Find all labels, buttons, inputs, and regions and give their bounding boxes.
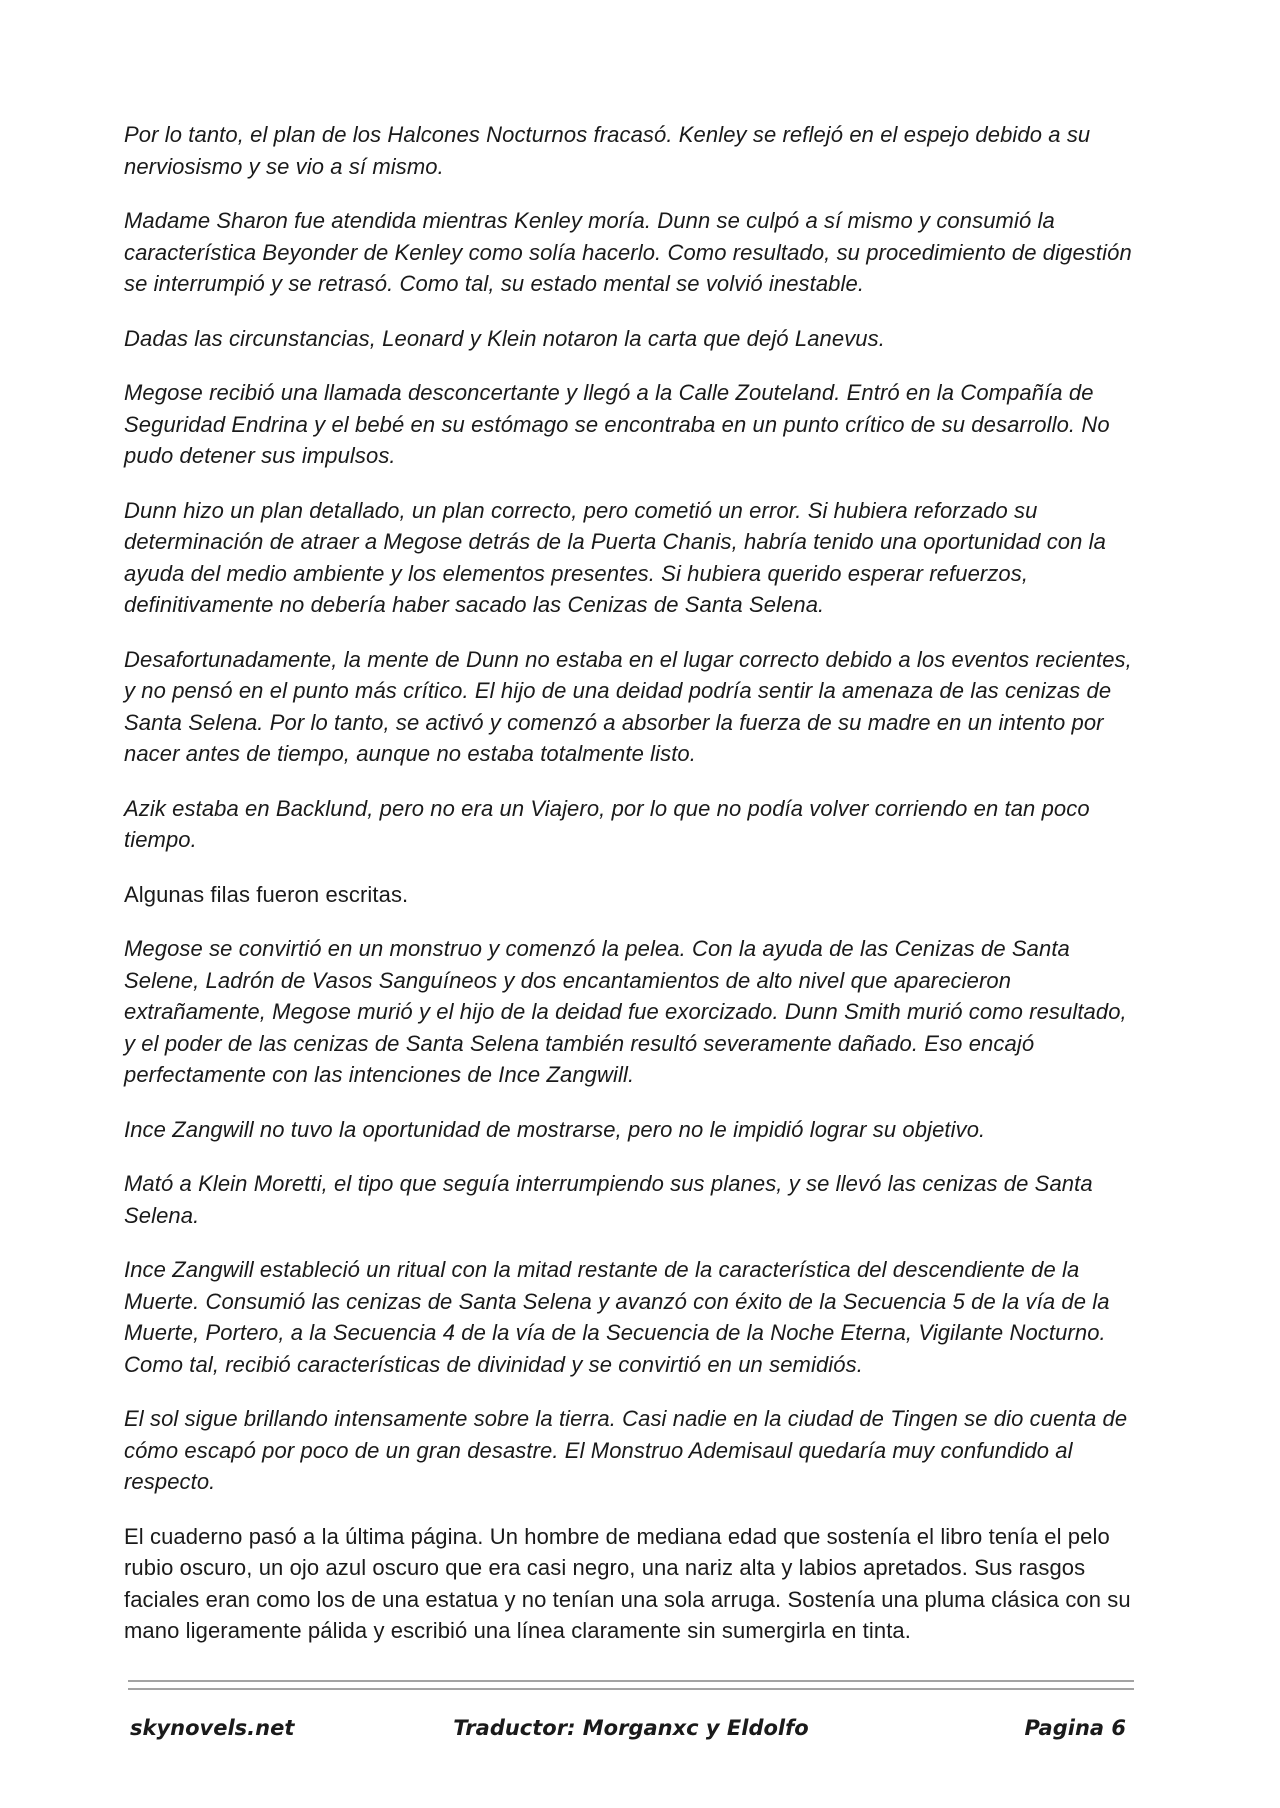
paragraph: Megose recibió una llamada desconcertante y llegó a la Calle Zouteland. Entró en la Compañía de Seguridad Endrina y el bebé en su estómago se encontraba en un punto crítico de su desarrollo. No pudo detener sus impulsos. — [124, 380, 1110, 468]
footer-site: skynovels.net — [130, 1716, 295, 1740]
paragraph: Megose se convirtió en un monstruo y comenzó la pelea. Con la ayuda de las Cenizas de Santa Selene, Ladrón de Vasos Sanguíneos y dos encantamientos de alto nivel que aparecieron extrañamente, Megose murió y el hijo de la deidad fue exorcizado. Dunn Smith murió como resultado, y el poder de las cenizas de Santa Selena también resultó severamente dañado. Eso encajó perfectamente con las intenciones de Ince Zangwill. — [124, 936, 1127, 1087]
footer-divider-top — [128, 1680, 1134, 1682]
paragraph: Madame Sharon fue atendida mientras Kenley moría. Dunn se culpó a sí mismo y consumió la característica Beyonder de Kenley como solía hacerlo. Como resultado, su procedimiento de digestión se interrumpió y se retrasó. Como tal, su estado mental se volvió inestable. — [124, 208, 1132, 296]
paragraph: Ince Zangwill no tuvo la oportunidad de mostrarse, pero no le impidió lograr su objetivo. — [124, 1116, 986, 1142]
paragraph: Desafortunadamente, la mente de Dunn no estaba en el lugar correcto debido a los eventos recientes, y no pensó en el punto más crítico. El hijo de una deidad podría sentir la amenaza de las cenizas de Santa Selena. Por lo tanto, se activó y comenzó a absorber la fuerza de su madre en un intento por nacer antes de tiempo, aunque no estaba totalmente listo. — [124, 646, 1132, 766]
footer-divider-bottom — [128, 1688, 1134, 1690]
footer-translator: Traductor: Morganxc y Eldolfo — [453, 1716, 809, 1740]
paragraph: Mató a Klein Moretti, el tipo que seguía interrumpiendo sus planes, y se llevó las cenizas de Santa Selena. — [124, 1171, 1093, 1228]
paragraph: El sol sigue brillando intensamente sobre la tierra. Casi nadie en la ciudad de Tingen se dio cuenta de cómo escapó por poco de un gran desastre. El Monstruo Ademisaul quedaría muy confundido al respecto. — [124, 1406, 1128, 1494]
footer-page-number: Pagina 6 — [1024, 1716, 1126, 1740]
paragraph: Dunn hizo un plan detallado, un plan correcto, pero cometió un error. Si hubiera reforzado su determinación de atraer a Megose detrás de la Puerta Chanis, habría tenido una oportunidad con la ayuda del medio ambiente y los elementos presentes. Si hubiera querido esperar refuerzos, definitivamente no debería haber sacado las Cenizas de Santa Selena. — [124, 497, 1106, 617]
paragraph: Por lo tanto, el plan de los Halcones Nocturnos fracasó. Kenley se reflejó en el espejo debido a su nerviosismo y se vio a sí mismo. — [124, 122, 1091, 179]
paragraph: Algunas filas fueron escritas. — [124, 881, 409, 907]
paragraph: El cuaderno pasó a la última página. Un hombre de mediana edad que sostenía el libro tenía el pelo rubio oscuro, un ojo azul oscuro que era casi negro, una nariz alta y labios apretados. Sus rasgos faciales eran como los de una estatua y no tenían una sola arruga. Sostenía una pluma clásica con su mano ligeramente pálida y escribió una línea claramente sin sumergirla en tinta. — [124, 1523, 1131, 1643]
paragraph: Dadas las circunstancias, Leonard y Klein notaron la carta que dejó Lanevus. — [124, 325, 885, 351]
paragraph: Azik estaba en Backlund, pero no era un Viajero, por lo que no podía volver corriendo en tan poco tiempo. — [124, 795, 1090, 852]
page-footer — [128, 1716, 1134, 1752]
paragraph: Ince Zangwill estableció un ritual con la mitad restante de la característica del descendiente de la Muerte. Consumió las cenizas de Santa Selena y avanzó con éxito de la Secuencia 5 de la vía de la Muerte, Portero, a la Secuencia 4 de la vía de la Secuencia de la Noche Eterna, Vigilante Nocturno. Como tal, recibió características de divinidad y se convirtió en un semidiós. — [124, 1257, 1110, 1377]
body-text — [124, 119, 1144, 1670]
